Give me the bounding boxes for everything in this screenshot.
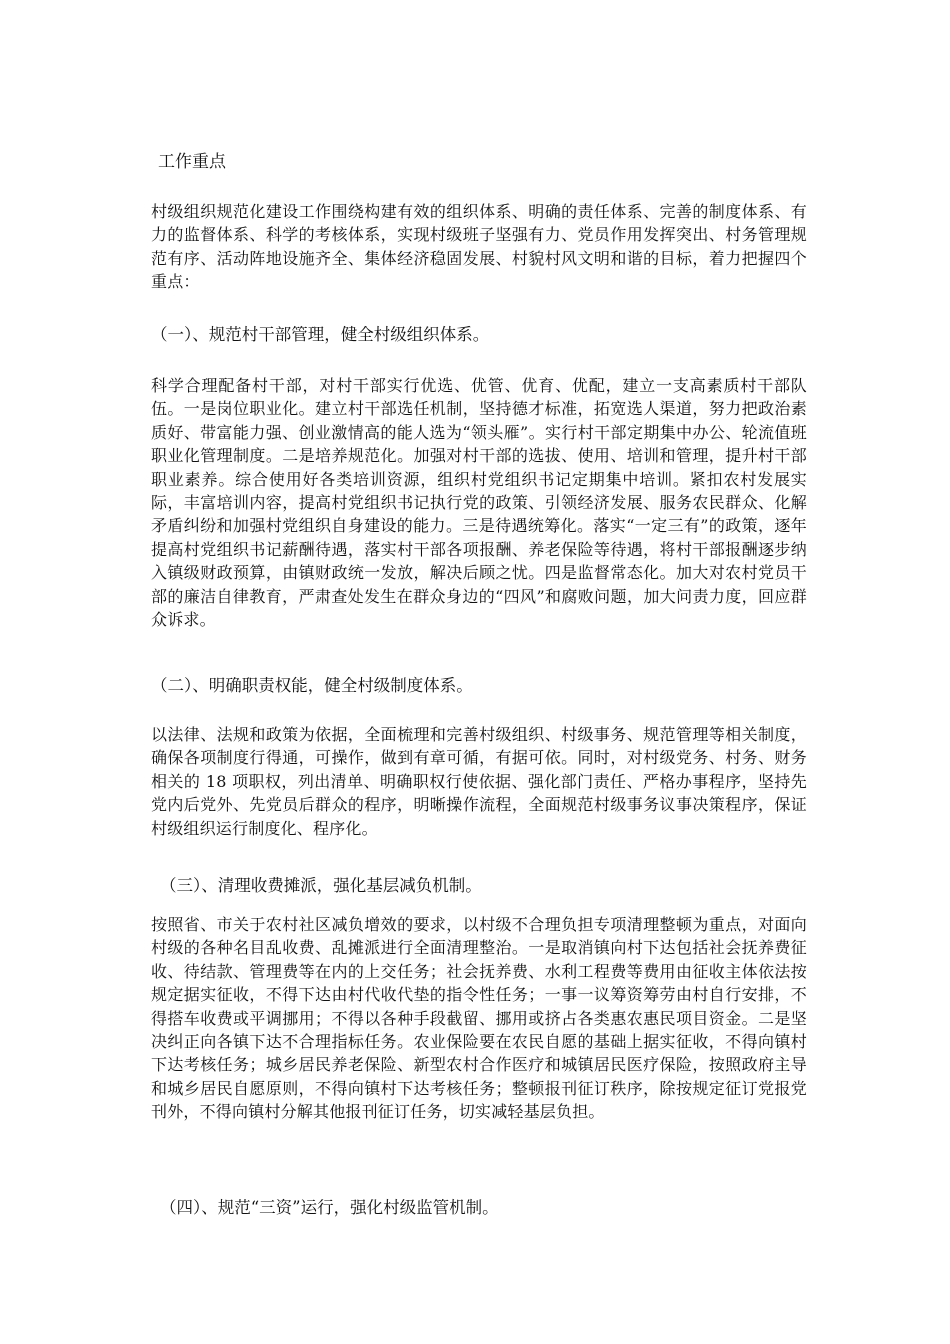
document-title: 工作重点 — [158, 152, 226, 172]
section-2-body: 以法律、法规和政策为依据，全面梳理和完善村级组织、村级事务、规范管理等相关制度，确保各项制度行得通，可操作，做到有章可循，有据可依。同时，对村级党务、村务、财务相关的 18 项职权，列出清单、明确职权行使依据、强化部门责任、严格办事程序，坚持先党内后党外、先党员后群众的程序，明晰操作流程，全面规范村级事务议事决策程序，保证村级组织运行制度化、程序化。 — [151, 725, 807, 838]
section-2-heading: （二）、明确职责权能，健全村级制度体系。 — [151, 676, 473, 695]
section-4-heading: （四）、规范“三资”运行，强化村级监管机制。 — [160, 1198, 499, 1217]
section-3-heading: （三）、清理收费摊派，强化基层减负机制。 — [160, 876, 482, 895]
intro-paragraph: 村级组织规范化建设工作围绕构建有效的组织体系、明确的责任体系、完善的制度体系、有力的监督体系、科学的考核体系，实现村级班子坚强有力、党员作用发挥突出、村务管理规范有序、活动阵地设施齐全、集体经济稳固发展、村貌村风文明和谐的目标，着力把握四个重点： — [151, 202, 807, 292]
section-1-heading: （一）、规范村干部管理，健全村级组织体系。 — [151, 325, 490, 344]
section-3-body: 按照省、市关于农村社区减负增效的要求，以村级不合理负担专项清理整顿为重点，对面向村级的各种名目乱收费、乱摊派进行全面清理整治。一是取消镇向村下达包括社会抚养费征收、待结款、管理费等在内的上交任务；社会抚养费、水利工程费等费用由征收主体依法按规定据实征收，不得下达由村代收代垫的指令性任务；一事一议筹资筹劳由村自行安排，不得搭车收费或平调挪用；不得以各种手段截留、挪用或挤占各类惠农惠民项目资金。二是坚决纠正向各镇下达不合理指标任务。农业保险要在农民自愿的基础上据实征收，不得向镇村下达考核任务；城乡居民养老保险、新型农村合作医疗和城镇居民医疗保险，按照政府主导和城乡居民自愿原则，不得向镇村下达考核任务；整顿报刊征订秩序，除按规定征订党报党刊外，不得向镇村分解其他报刊征订任务，切实减轻基层负担。 — [151, 915, 807, 1122]
section-1-body: 科学合理配备村干部，对村干部实行优选、优管、优育、优配，建立一支高素质村干部队伍。一是岗位职业化。建立村干部选任机制，坚持德才标准，拓宽选人渠道，努力把政治素质好、带富能力强、创业激情高的能人选为“领头雁”。实行村干部定期集中办公、轮流值班职业化管理制度。二是培养规范化。加强对村干部的选拔、使用、培训和管理，提升村干部职业素养。综合使用好各类培训资源，组织村党组织书记定期集中培训。紧扣农村发展实际，丰富培训内容，提高村党组织书记执行党的政策、引领经济发展、服务农民群众、化解矛盾纠纷和加强村党组织自身建设的能力。三是待遇统筹化。落实“一定三有”的政策，逐年提高村党组织书记薪酬待遇，落实村干部各项报酬、养老保险等待遇，将村干部报酬逐步纳入镇级财政预算，由镇财政统一发放，解决后顾之忧。四是监督常态化。加大对农村党员干部的廉洁自律教育，严肃查处发生在群众身边的“四风”和腐败问题，加大问责力度，回应群众诉求。 — [151, 376, 807, 630]
